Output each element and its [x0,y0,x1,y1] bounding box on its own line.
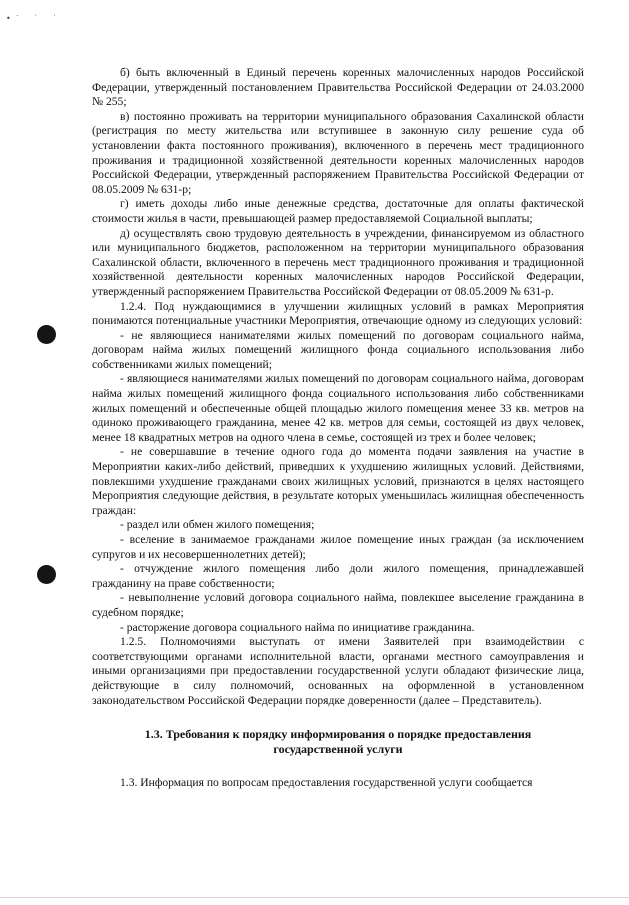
list-item: - вселение в занимаемое гражданами жилое помещение иных граждан (за исключением супругов и их несовершеннолетних детей); [92,533,584,561]
page-bottom-edge [0,897,629,898]
paragraph-1-3: 1.3. Информация по вопросам предоставления государственной услуги сообщается [120,776,533,790]
document-page [92,66,584,791]
paragraph-1-2-4: 1.2.4. Под нуждающимися в улучшении жилищных условий в рамках Мероприятия понимаются потенциальные участники Мероприятия, отвечающие одному из следующих условий: [92,299,584,328]
paragraph-d: д) осуществлять свою трудовую деятельность в учреждении, финансируемом из областного или муниципального бюджетов, расположенном на территории муниципального образования Сахалинской области, включенного в перечень мест традиционного проживания и традиционной хозяйственной деятельности коренных малочисленных народов Российской Федерации, утвержденный распоряжением Правительства Российской Федерации от 08.05.2009 № 631-р. [92,226,584,298]
section-heading: 1.3. Требования к порядку информирования о порядке предоставления государственной услуги [144,727,532,757]
list-item: - раздел или обмен жилого помещения; [120,518,315,532]
list-item: - не являющиеся нанимателями жилых помещений по договорам социального найма, договорам найма жилых помещений жилищного фонда социального использования либо собственниками жилых помещений; [92,328,584,371]
punch-hole-bottom [37,565,56,584]
scan-mark: • ̇ ˙ ˙ [6,14,63,23]
list-item: - не совершавшие в течение одного года до момента подачи заявления на участие в Мероприятии каких-либо действий, приведших к ухудшению жилищных условий. Действиями, повлекшими ухудшение гражданами своих жилищных условий, признаются в целях настоящего Мероприятия следующие действия, в результате которых уменьшилась жилищная обеспеченность граждан: [92,445,584,517]
paragraph-1-2-5: 1.2.5. Полномочиями выступать от имени Заявителей при взаимодействии с соответствующими органами исполнительной власти, органами местного самоуправления и иными организациями при предоставлении государственной услуги обладают физические лица, действующие в силу полномочий, основанных на оформленной в установленном законодательством Российской Федерации порядке доверенности (далее – Представитель). [92,635,584,707]
paragraph-v: в) постоянно проживать на территории муниципального образования Сахалинской области (регистрация по месту жительства или вступившее в законную силу решение суда об установлении факта постоянного проживания), включенного в перечень мест традиционного проживания и традиционной хозяйственной деятельности коренных малочисленных народов Российской Федерации, утвержденный распоряжением Правительства Российской Федерации от 08.05.2009 № 631-р; [92,109,584,196]
paragraph-b: б) быть включенный в Единый перечень коренных малочисленных народов Российской Федерации, утвержденный постановлением Правительства Российской Федерации от 24.03.2000 № 255; [92,66,584,109]
punch-hole-top [37,325,56,344]
list-item: - являющиеся нанимателями жилых помещений по договорам социального найма, договорам найма жилых помещений жилищного фонда социального использования либо собственниками жилых помещений и обеспеченные общей площадью жилого помещения менее 33 кв. метров на одиноко проживающего гражданина, менее 42 кв. метров для семьи, состоящей из двух человек, менее 18 квадратных метров на одного члена в семье, состоящей из трех и более человек; [92,372,584,444]
list-item: - невыполнение условий договора социального найма, повлекшее выселение гражданина в судебном порядке; [92,591,584,619]
list-item: - расторжение договора социального найма по инициативе гражданина. [120,620,475,634]
list-item: - отчуждение жилого помещения либо доли жилого помещения, принадлежавшей гражданину на праве собственности; [92,562,584,590]
paragraph-g: г) иметь доходы либо иные денежные средства, достаточные для оплаты фактической стоимости жилья в части, превышающей размер предоставляемой Социальной выплаты; [92,197,584,225]
